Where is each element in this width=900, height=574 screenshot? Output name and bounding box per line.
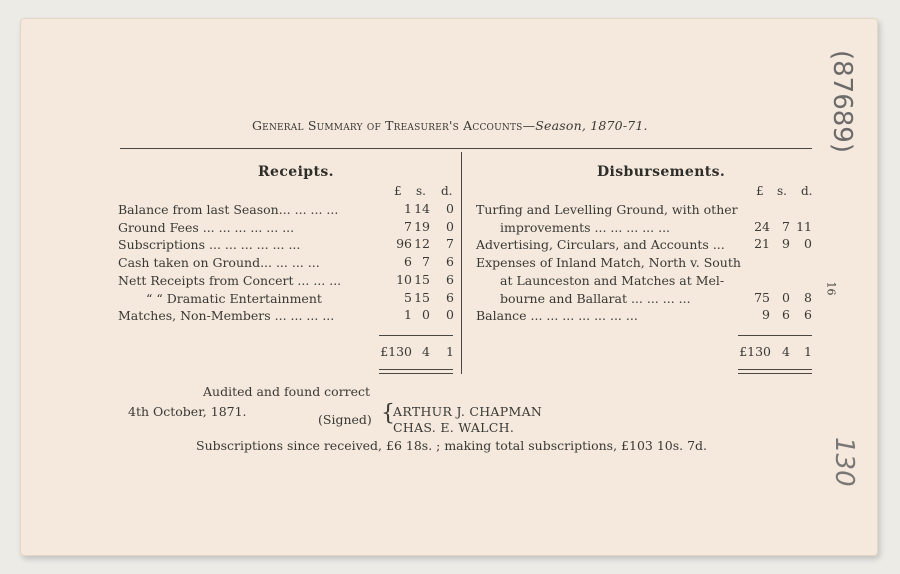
disbursement-label: improvements ... ... ... ... ... (500, 219, 671, 235)
pound-unit: £ (756, 184, 764, 198)
receipt-amount-pounds: 6 (404, 254, 412, 270)
disbursement-label: Balance ... ... ... ... ... ... ... (476, 308, 638, 324)
receipt-amount-pounds: 1 (404, 307, 412, 323)
pence-unit: d. (801, 184, 813, 198)
receipts-total-shillings: 4 (422, 344, 430, 359)
column-divider (461, 152, 462, 374)
disbursement-amount-pounds: 75 (754, 289, 770, 305)
signer-one: ARTHUR J. CHAPMAN (393, 404, 543, 419)
disbursements-sum-rule (738, 335, 812, 336)
pound-unit: £ (394, 184, 402, 198)
receipts-total-pence: 1 (446, 344, 454, 359)
receipt-amount-pence: 0 (446, 307, 454, 323)
pence-unit: d. (441, 184, 453, 198)
disbursement-amount-pence: 11 (796, 218, 812, 234)
title-rule (120, 148, 812, 149)
disbursement-label: at Launceston and Matches at Mel- (500, 272, 725, 288)
receipt-amount-shillings: 7 (422, 254, 430, 270)
receipt-amount-shillings: 19 (414, 218, 430, 234)
receipt-amount-pence: 0 (446, 201, 454, 216)
receipt-label: Balance from last Season... ... ... ... (118, 202, 339, 217)
disbursement-amount-pence: 6 (804, 307, 812, 323)
page-number: 16 (824, 281, 838, 296)
disbursement-amount-pounds: 21 (754, 236, 770, 252)
receipt-amount-pounds: 10 (396, 271, 412, 287)
signature-brace: { (381, 401, 395, 426)
receipts-heading: Receipts. (258, 164, 334, 180)
receipt-label: Subscriptions ... ... ... ... ... ... (118, 237, 301, 253)
disbursements-heading: Disbursements. (597, 164, 726, 180)
receipt-amount-pence: 6 (446, 254, 454, 270)
title-main: General Summary of Treasurer's Accounts (252, 118, 523, 133)
receipt-label: Cash taken on Ground... ... ... ... (118, 255, 320, 271)
receipt-amount-pounds: 5 (404, 289, 412, 305)
disbursements-total-shillings: 4 (782, 344, 790, 359)
disbursement-amount-pounds: 24 (754, 218, 770, 234)
receipt-amount-pounds: 1 (404, 201, 412, 216)
receipt-label: Ground Fees ... ... ... ... ... ... (118, 219, 295, 235)
receipt-amount-pounds: 96 (396, 236, 412, 252)
receipt-amount-pence: 6 (446, 289, 454, 305)
pencil-number-text: 130 (829, 437, 859, 487)
disbursement-label: Advertising, Circulars, and Accounts ... (476, 237, 725, 253)
catalogue-number-text: (87689) (827, 50, 857, 153)
disbursement-amount-pence: 0 (804, 236, 812, 252)
shilling-unit: s. (777, 184, 787, 198)
disbursement-amount-pounds: 9 (762, 307, 770, 323)
receipts-sum-rule (379, 335, 453, 336)
title-season: Season, 1870-71. (535, 118, 648, 133)
receipt-amount-shillings: 0 (422, 307, 430, 323)
receipt-label: Matches, Non-Members ... ... ... ... (118, 308, 335, 324)
shilling-unit: s. (416, 184, 426, 198)
receipts-double-rule (379, 369, 453, 374)
receipt-amount-pence: 6 (446, 271, 454, 287)
audit-date: 4th October, 1871. (128, 404, 247, 419)
disbursement-label: Turfing and Levelling Ground, with other (476, 202, 738, 217)
disbursement-amount-shillings: 6 (782, 307, 790, 323)
receipt-amount-shillings: 14 (414, 201, 430, 216)
signed-label: (Signed) (318, 412, 372, 427)
disbursement-amount-shillings: 7 (782, 218, 790, 234)
receipt-amount-shillings: 15 (414, 271, 430, 287)
receipt-amount-pence: 0 (446, 218, 454, 234)
subscriptions-footnote: Subscriptions since received, £6 18s. ; making total subscriptions, £103 10s. 7d. (196, 438, 708, 453)
disbursement-amount-shillings: 0 (782, 289, 790, 305)
receipts-total-pounds: £130 (380, 344, 412, 359)
signer-two: CHAS. E. WALCH. (393, 420, 515, 435)
disbursements-total-pounds: £130 (739, 344, 771, 359)
page-title (252, 118, 648, 133)
receipt-label: Nett Receipts from Concert ... ... ... (118, 272, 342, 288)
disbursement-label: Expenses of Inland Match, North v. South (476, 255, 741, 271)
disbursements-double-rule (738, 369, 812, 374)
receipt-amount-shillings: 12 (414, 236, 430, 252)
disbursement-amount-pence: 8 (804, 289, 812, 305)
receipt-label: “ “ Dramatic Entertainment (146, 290, 322, 306)
title-dash: — (522, 118, 536, 133)
receipt-amount-pence: 7 (446, 236, 454, 252)
catalogue-number-annotation (812, 50, 872, 180)
pencil-number-annotation (818, 437, 868, 520)
disbursements-total-pence: 1 (804, 344, 812, 359)
disbursement-label: bourne and Ballarat ... ... ... ... (500, 290, 691, 306)
audit-statement: Audited and found correct (203, 384, 371, 399)
receipt-amount-pounds: 7 (404, 218, 412, 234)
disbursement-amount-shillings: 9 (782, 236, 790, 252)
receipt-amount-shillings: 15 (414, 289, 430, 305)
